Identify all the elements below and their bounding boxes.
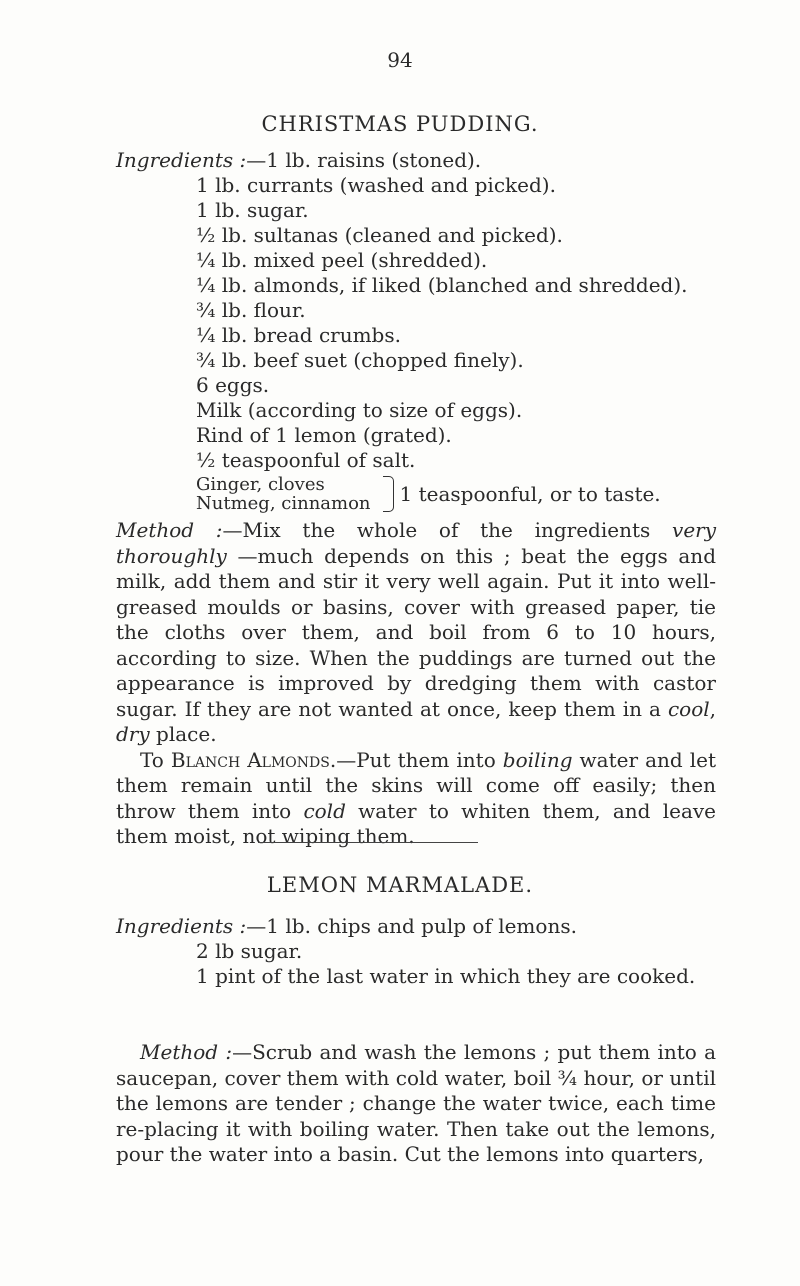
method-text: place. (149, 722, 217, 746)
ingredient-line: ¾ lb. flour. (196, 298, 306, 322)
ingredient-line: ¼ lb. almonds, if liked (blanched and shredded). (196, 273, 688, 297)
ingredient-line: ½ teaspoonful of salt. (196, 448, 416, 472)
method-emphasis: dry (116, 722, 150, 746)
section-divider (258, 842, 478, 843)
spice-names (196, 475, 371, 513)
ingredients-list-lemon-marmalade (116, 914, 716, 989)
blanch-paragraph (116, 748, 716, 850)
ingredient-line: 2 lb sugar. (196, 939, 303, 963)
method-christmas-pudding (116, 518, 716, 850)
recipe-title-christmas-pudding: CHRISTMAS PUDDING. (261, 112, 539, 136)
blanch-emphasis: cold (303, 798, 346, 823)
ingredients-list-christmas-pudding (116, 148, 736, 513)
blanch-text: water and let them remain until the skins will come off easily; then throw them into (116, 747, 716, 823)
ingredient-line: 1 pint of the last water in which they are cooked. (196, 964, 696, 988)
spice-group (116, 475, 736, 513)
method-text: —Scrub and wash the lemons ; put them into a saucepan, cover them with cold water, boil ¾ hour, or until the lemons are tender ; change the water twice, each time re-placing it with boiling water. Then take out the lemons, pour the water into a basin. Cut the lemons into quarters, (116, 1040, 716, 1166)
ingredient-line (116, 148, 736, 173)
ingredient-text: —1 lb. chips and pulp of lemons. (246, 914, 577, 938)
method-lemon-marmalade (116, 1040, 716, 1168)
method-text: —much depends on this ; beat the eggs and milk, add them and stir it very well again. Put it into well-greased moulds or basins, cover with greased paper, tie the cloths over them, and boil from 6 to 10 hours, according to size. When the puddings are turned out the appearance is improved by dredging them with castor sugar. If they are not wanted at once, keep them in a (116, 543, 716, 721)
ingredient-line (116, 914, 716, 939)
ingredient-line: 6 eggs. (196, 373, 270, 397)
brace-symbol (383, 476, 394, 512)
ingredients-label: Ingredients : (116, 148, 247, 172)
method-paragraph (116, 1040, 716, 1168)
ingredient-line: ¾ lb. beef suet (chopped finely). (196, 348, 524, 372)
method-label: Method : (140, 1040, 233, 1064)
ingredient-line: ¼ lb. mixed peel (shredded). (196, 248, 488, 272)
method-text: , (709, 696, 716, 721)
ingredient-line: 1 lb. sugar. (196, 198, 309, 222)
blanch-emphasis: boiling (502, 747, 573, 772)
ingredient-line: 1 lb. currants (washed and picked). (196, 173, 556, 197)
ingredient-line: Milk (according to size of eggs). (196, 398, 523, 422)
recipe-title-lemon-marmalade: LEMON MARMALADE. (266, 873, 534, 897)
spice-amount: 1 teaspoonful, or to taste. (399, 482, 661, 506)
method-emphasis: cool (667, 696, 710, 721)
method-text: —Mix the whole of the ingredients (222, 518, 673, 542)
ingredient-line: ½ lb. sultanas (cleaned and picked). (196, 223, 563, 247)
ingredient-line: Rind of 1 lemon (grated). (196, 423, 452, 447)
page-number: 94 (387, 48, 413, 72)
method-label: Method : (116, 518, 223, 542)
ingredient-line: ¼ lb. bread crumbs. (196, 323, 401, 347)
spice-line: Ginger, cloves (196, 474, 325, 495)
ingredients-label: Ingredients : (116, 914, 247, 938)
spice-line: Nutmeg, cinnamon (196, 493, 371, 514)
blanch-text: —Put them into (336, 747, 503, 772)
blanch-heading: Blanch Almonds. (170, 747, 337, 772)
method-paragraph (116, 518, 716, 748)
blanch-text: To (140, 747, 171, 772)
method-emphasis: very thoroughly (116, 518, 717, 568)
ingredient-text: —1 lb. raisins (stoned). (246, 148, 482, 172)
blanch-text: water to whiten them, and leave them moist, not wiping them. (116, 798, 716, 848)
